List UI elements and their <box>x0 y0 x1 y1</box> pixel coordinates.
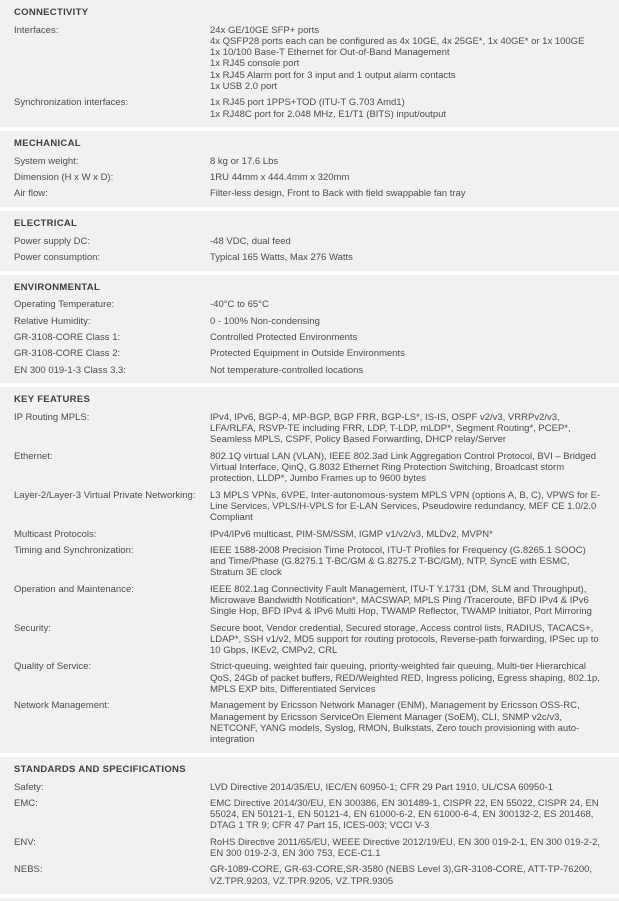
spec-row-value <box>210 837 605 860</box>
spec-row-value <box>210 412 605 446</box>
spec-section-environmental <box>0 275 619 387</box>
spec-row <box>14 233 605 249</box>
spec-row-value <box>210 584 605 618</box>
spec-row-label: EN 300 019-1-3 Class 3.3: <box>14 364 126 376</box>
section-rows <box>14 779 605 889</box>
spec-row-label: Air flow: <box>14 188 48 200</box>
spec-row <box>14 409 605 448</box>
spec-value-line: -40°C to 65°C <box>210 299 269 311</box>
spec-value-line: RoHS Directive 2011/65/EU, WEEE Directive 2012/19/EU, EN 300 019-2-1, EN 300 019-2-2, EN 300 019-2-3, EN 300 753, ECE-C1.1 <box>210 836 601 860</box>
spec-row-label: Interfaces: <box>14 24 59 36</box>
spec-row <box>14 22 605 95</box>
spec-row-value <box>210 299 605 310</box>
spec-value-line: Controlled Protected Environments <box>210 331 358 343</box>
spec-value-line: L3 MPLS VPNs, 6VPE, Inter-autonomous-system MPLS VPN (options A, B, C), VPWS for E-Line Services, VPLS/H-VPLS for E-LAN Services, Pseudowire redundancy, MEF CE 1.0/2.0 Compliant <box>210 489 601 524</box>
spec-row-value <box>210 25 605 93</box>
spec-value-line: 4x QSFP28 ports each can be configured as 4x 10GE, 4x 25GE*, 1x 40GE* or 1x 100GE <box>210 35 585 47</box>
section-title: CONNECTIVITY <box>14 7 89 18</box>
spec-value-line: IEEE 802.1ag Connectivity Fault Management, ITU-T Y.1731 (DM, SLM and Throughput), Microwave Bandwidth Notification*, MACSWAP, MPLS Ping /Traceroute, BFD IPv4 & IPv6 Single Hop, BFD IPv4 & IPv6 Multi Hop, TWAMP Reflector, TWAMP Initiator, Port Mirroring <box>210 583 592 618</box>
spec-row-label: Power consumption: <box>14 252 101 264</box>
spec-row <box>14 526 605 542</box>
spec-row-value <box>210 365 605 376</box>
spec-row-label: EMC: <box>14 797 38 809</box>
spec-row <box>14 170 605 186</box>
spec-row-label: Power supply DC: <box>14 235 91 247</box>
section-title: STANDARDS AND SPECIFICATIONS <box>14 764 186 776</box>
spec-row-value <box>210 332 605 343</box>
spec-row <box>14 297 605 313</box>
spec-row <box>14 620 605 659</box>
spec-row-value <box>210 172 605 183</box>
spec-row <box>14 659 605 698</box>
section-rows <box>14 297 605 378</box>
spec-section-mechanical <box>0 131 619 211</box>
spec-value-line: 1RU 44mm x 444.4mm x 320mm <box>210 172 350 184</box>
section-title: MECHANICAL <box>14 138 81 150</box>
spec-row-label: Dimension (H x W x D): <box>14 172 114 184</box>
spec-value-line: LVD Directive 2014/35/EU, IEC/EN 60950-1; CFR 29 Part 1910, UL/CSA 60950-1 <box>210 781 554 793</box>
spec-row-value <box>210 236 605 247</box>
spec-value-line: 1x RJ48C port for 2.048 MHz, E1/T1 (BITS) input/output <box>210 108 447 120</box>
section-rows <box>14 22 605 122</box>
spec-row-label: Layer-2/Layer-3 Virtual Private Networking: <box>14 489 196 501</box>
spec-row-value <box>210 97 605 120</box>
spec-row-value <box>210 700 605 745</box>
spec-row <box>14 95 605 123</box>
spec-row-label: Quality of Service: <box>14 661 92 673</box>
spec-row-value <box>210 798 605 832</box>
spec-value-line: -48 VDC, dual feed <box>210 235 291 247</box>
spec-row-label: Safety: <box>14 781 44 793</box>
spec-value-line: Management by Ericsson Network Manager (ENM), Management by Ericsson OSS-RC, Management by Ericsson ServiceOn Element Manager (SoEM), CLI, SNMP v2c/v3, NETCONF, YANG models, Syslog, RMON, Bulkstats, Zero touch provisioning with auto-integration <box>210 700 580 746</box>
spec-row <box>14 862 605 890</box>
spec-row <box>14 834 605 862</box>
spec-row-value <box>210 529 605 540</box>
section-title: ELECTRICAL <box>14 218 78 230</box>
spec-row-label: Operation and Maintenance: <box>14 583 134 595</box>
spec-row-value <box>210 661 605 695</box>
spec-row <box>14 542 605 581</box>
spec-row-value <box>210 451 605 485</box>
spec-row-label: Synchronization interfaces: <box>14 97 129 109</box>
spec-row <box>14 362 605 378</box>
section-title: ENVIRONMENTAL <box>14 281 101 293</box>
spec-row-label: GR-3108-CORE Class 2: <box>14 348 121 360</box>
spec-value-line: 8 kg or 17.6 Lbs <box>210 155 279 167</box>
spec-value-line: 1x RJ45 Alarm port for 3 input and 1 output alarm contacts <box>210 69 456 81</box>
spec-row-value <box>210 156 605 167</box>
spec-row-label: Security: <box>14 622 51 634</box>
spec-row <box>14 795 605 834</box>
section-rows <box>14 233 605 266</box>
spec-row-label: NEBS: <box>14 864 43 876</box>
spec-value-line: Filter-less design, Front to Back with field swappable fan tray <box>210 188 466 200</box>
spec-value-line: Strict-queuing, weighted fair queuing, priority-weighted fair queuing, Multi-tier Hierarchical QoS, 24Gb of packet buffers, RED/Weighted RED, Ingress policing, Egress shaping, 802.1p, MPLS EXP bits, Differentiated Services <box>210 661 600 696</box>
spec-row-label: System weight: <box>14 155 79 167</box>
spec-value-line: 0 - 100% Non-condensing <box>210 315 320 327</box>
spec-row <box>14 153 605 169</box>
spec-row-label: Relative Humidity: <box>14 315 91 327</box>
section-title: KEY FEATURES <box>14 394 91 406</box>
spec-section-standards-and-specifications <box>0 757 619 898</box>
spec-value-line: Protected Equipment in Outside Environments <box>210 348 405 360</box>
spec-value-line: 1x 10/100 Base-T Ethernet for Out-of-Band Management <box>210 47 450 59</box>
spec-row <box>14 487 605 526</box>
spec-value-line: IPv4/IPv6 multicast, PIM-SM/SSM, IGMP v1/v2/v3, MLDv2, MVPN* <box>210 528 493 540</box>
spec-row-label: Network Management: <box>14 700 110 712</box>
spec-row <box>14 346 605 362</box>
spec-value-line: Secure boot, Vendor credential, Secured storage, Access control lists, RADIUS, TACACS+, LDAP*, SSH v1/v2, MD5 support for routing protocols, Reverse-path forwarding, IPSec up to 10 Gbps, IKEv2, CMPv2, CRL <box>210 622 599 657</box>
spec-row-label: GR-3108-CORE Class 1: <box>14 331 121 343</box>
spec-value-line: Typical 165 Watts, Max 276 Watts <box>210 252 353 264</box>
spec-row <box>14 250 605 266</box>
spec-section-key-features <box>0 387 619 757</box>
spec-row-value <box>210 316 605 327</box>
spec-row <box>14 186 605 202</box>
spec-value-line: Not temperature-controlled locations <box>210 364 364 376</box>
spec-row-label: Ethernet: <box>14 450 53 462</box>
spec-value-line: GR-1089-CORE, GR-63-CORE,SR-3580 (NEBS Level 3),GR-3108-CORE, ATT-TP-76200, VZ.TPR.9203, VZ.TPR.9205, VZ.TPR.9305 <box>210 864 593 887</box>
spec-row-value <box>210 623 605 657</box>
spec-row <box>14 329 605 345</box>
spec-value-line: 1x RJ45 port 1PPS+TOD (ITU-T G.703 Amd1) <box>210 97 405 109</box>
spec-row-value <box>210 864 605 887</box>
spec-value-line: IPv4, IPv6, BGP-4, MP-BGP, BGP FRR, BGP-LS*, IS-IS, OSPF v2/v3, VRRPv2/v3, LFA/RLFA, RSVP-TE including FRR, LDP, T-LDP, mLDP*, Segment Routing*, PCEP*, Seamless MPLS, CSPF, Policy Based Forwarding, DHCP relay/Server <box>210 411 571 446</box>
spec-row-label: Operating Temperature: <box>14 299 115 311</box>
spec-row-value <box>210 348 605 359</box>
spec-value-line: EMC Directive 2014/30/EU, EN 300386, EN 301489-1, CISPR 22, EN 55022, CISPR 24, EN 55024, EN 50121-1, EN 50121-4, EN 61000-6-2, EN 61000-6-4, EN 300132-2, ES 201468, DTAG 1 TR 9; CFR 47 Part 15, ICES-003; VCCI V-3 <box>210 797 599 832</box>
spec-row <box>14 313 605 329</box>
spec-value-line: 1x RJ45 console port <box>210 58 300 70</box>
spec-row-label: IP Routing MPLS: <box>14 411 90 423</box>
spec-value-line: IEEE 1588-2008 Precision Time Protocol, ITU-T Profiles for Frequency (G.8265.1 SOOC) and Time/Phase (G.8275.1 T-BC/GM & G.8275.2 T-BC/GM), NTP, SyncE with ESMC, Stratum 3E clock <box>210 544 586 579</box>
spec-value-line: 1x USB 2.0 port <box>210 80 278 92</box>
spec-row-value <box>210 545 605 579</box>
section-rows <box>14 409 605 748</box>
spec-value-line: 802.1Q virtual LAN (VLAN), IEEE 802.3ad Link Aggregation Control Protocol, BVI – Bridged Virtual Interface, QinQ, G.8032 Ethernet Ring Protection Switching, Broadcast storm protection, LLDP*, Jumbo Frames up to 9600 bytes <box>210 450 597 485</box>
spec-section-connectivity <box>0 0 619 131</box>
spec-row-label: Timing and Synchronization: <box>14 544 134 556</box>
spec-row <box>14 448 605 487</box>
spec-row-value <box>210 252 605 263</box>
spec-value-line: 24x GE/10GE SFP+ ports <box>210 24 320 36</box>
section-rows <box>14 153 605 202</box>
spec-row <box>14 698 605 748</box>
spec-row-label: ENV: <box>14 836 36 848</box>
spec-row-value <box>210 490 605 524</box>
spec-row-value <box>210 782 605 793</box>
spec-row-label: Multicast Protocols: <box>14 528 97 540</box>
spec-row-value <box>210 188 605 199</box>
spec-section-electrical <box>0 211 619 275</box>
spec-row <box>14 581 605 620</box>
spec-row <box>14 779 605 795</box>
